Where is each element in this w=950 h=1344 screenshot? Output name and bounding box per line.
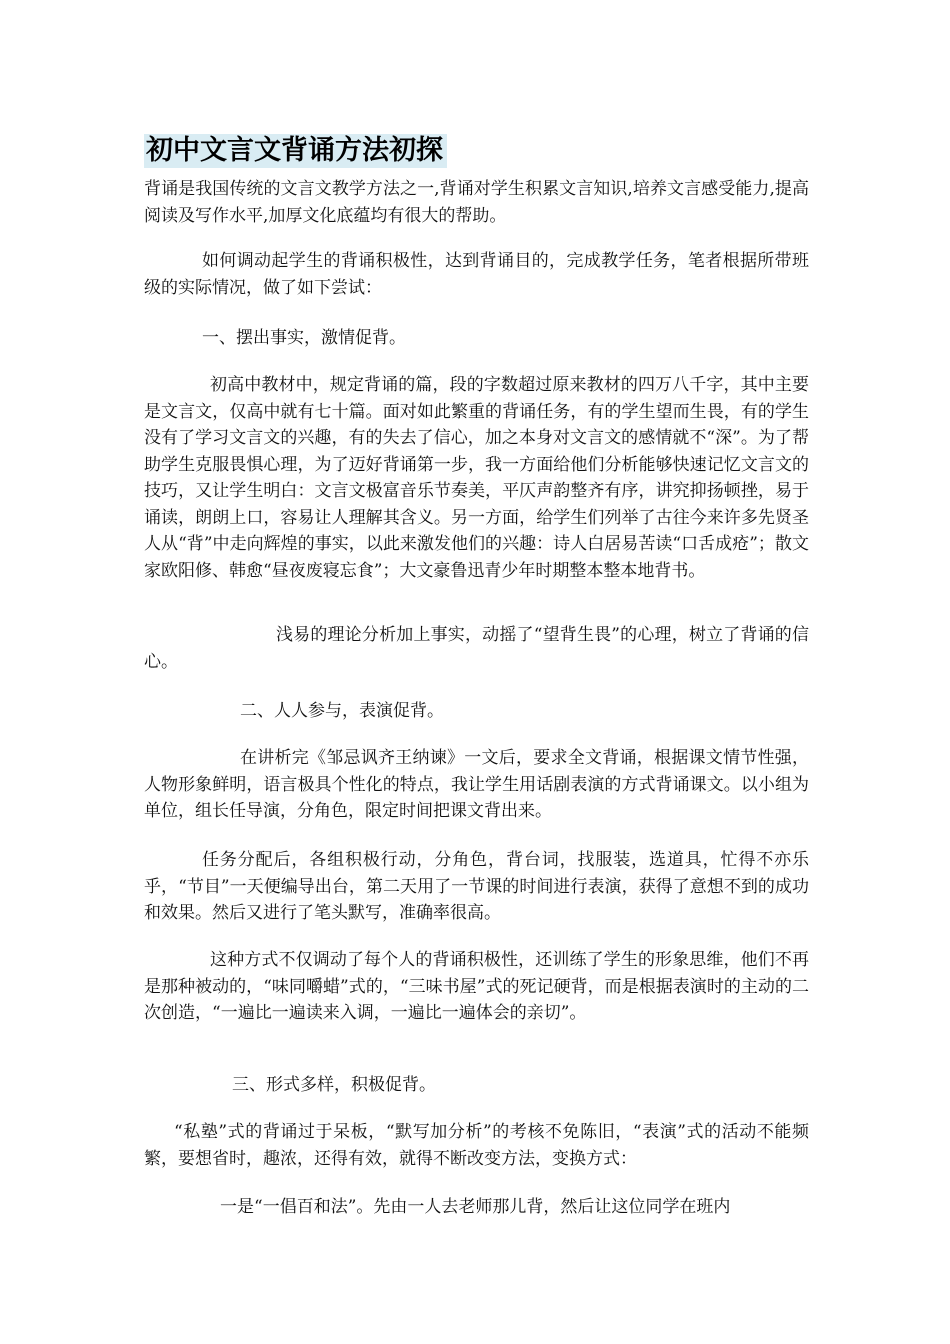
paragraph-section-3: “私塾”式的背诵过于呆板，“默写加分析”的考核不免陈旧，“表演”式的活动不能频繁，要想省时，趣浓，还得有效，就得不断改变方法，变换方式：: [144, 1122, 809, 1169]
paragraph-section-2-effect: 这种方式不仅调动了每个人的背诵积极性，还训练了学生的形象思维，他们不再是那种被动的，“味同嚼蜡”式的，“三味书屋”式的死记硬背，而是根据表演时的主动的二次创造，“一遍比一遍读来入调，一遍比一遍体会的亲切”。: [144, 950, 809, 1023]
paragraph-section-2-task: 任务分配后，各组积极行动，分角色，背台词，找服装，选道具，忙得不亦乐乎，“节目”一天便编导出台，第二天用了一节课的时间进行表演，获得了意想不到的成功和效果。然后又进行了笔头默写，准确率很高。: [144, 850, 809, 923]
section-heading-1: 一、摆出事实，激情促背。: [202, 328, 406, 348]
document-title: 初中文言文背诵方法初探: [144, 134, 447, 168]
section-heading-2: 二、人人参与，表演促背。: [240, 701, 444, 721]
paragraph-method-intro: 如何调动起学生的背诵积极性，达到背诵目的，完成教学任务，笔者根据所带班级的实际情况，做了如下尝试：: [144, 251, 809, 298]
paragraph-section-1-conclusion: 浅易的理论分析加上事实，动摇了“望背生畏”的心理，树立了背诵的信心。: [144, 625, 809, 672]
paragraph-section-3-method-1: 一是“一倡百和法”。先由一人去老师那儿背，然后让这位同学在班内: [220, 1197, 731, 1217]
paragraph-section-2: 在讲析完《邹忌讽齐王纳谏》一文后，要求全文背诵，根据课文情节性强，人物形象鲜明，语言极具个性化的特点，我让学生用话剧表演的方式背诵课文。以小组为单位，组长任导演，分角色，限定时间把课文背出来。: [144, 748, 809, 821]
paragraph-intro: 背诵是我国传统的文言文教学方法之一,背诵对学生积累文言知识,培养文言感受能力,提高阅读及写作水平,加厚文化底蕴均有很大的帮助。: [144, 179, 809, 226]
paragraph-section-1: 初高中教材中，规定背诵的篇，段的字数超过原来教材的四万八千字，其中主要是文言文，仅高中就有七十篇。面对如此繁重的背诵任务，有的学生望而生畏，有的学生没有了学习文言文的兴趣，有的失去了信心，加之本身对文言文的感情就不“深”。为了帮助学生克服畏惧心理，为了迈好背诵第一步，我一方面给他们分析能够快速记忆文言文的技巧，又让学生明白：文言文极富音乐节奏美，平仄声韵整齐有序，讲究抑扬顿挫，易于诵读，朗朗上口，容易让人理解其含义。另一方面，给学生们列举了古往今来许多先贤圣人从“背”中走向辉煌的事实，以此来激发他们的兴趣：诗人白居易苦读“口舌成疮”；散文家欧阳修、韩愈“昼夜废寝忘食”；大文豪鲁迅青少年时期整本整本地背书。: [144, 375, 809, 581]
section-heading-3: 三、形式多样，积极促背。: [232, 1075, 436, 1095]
